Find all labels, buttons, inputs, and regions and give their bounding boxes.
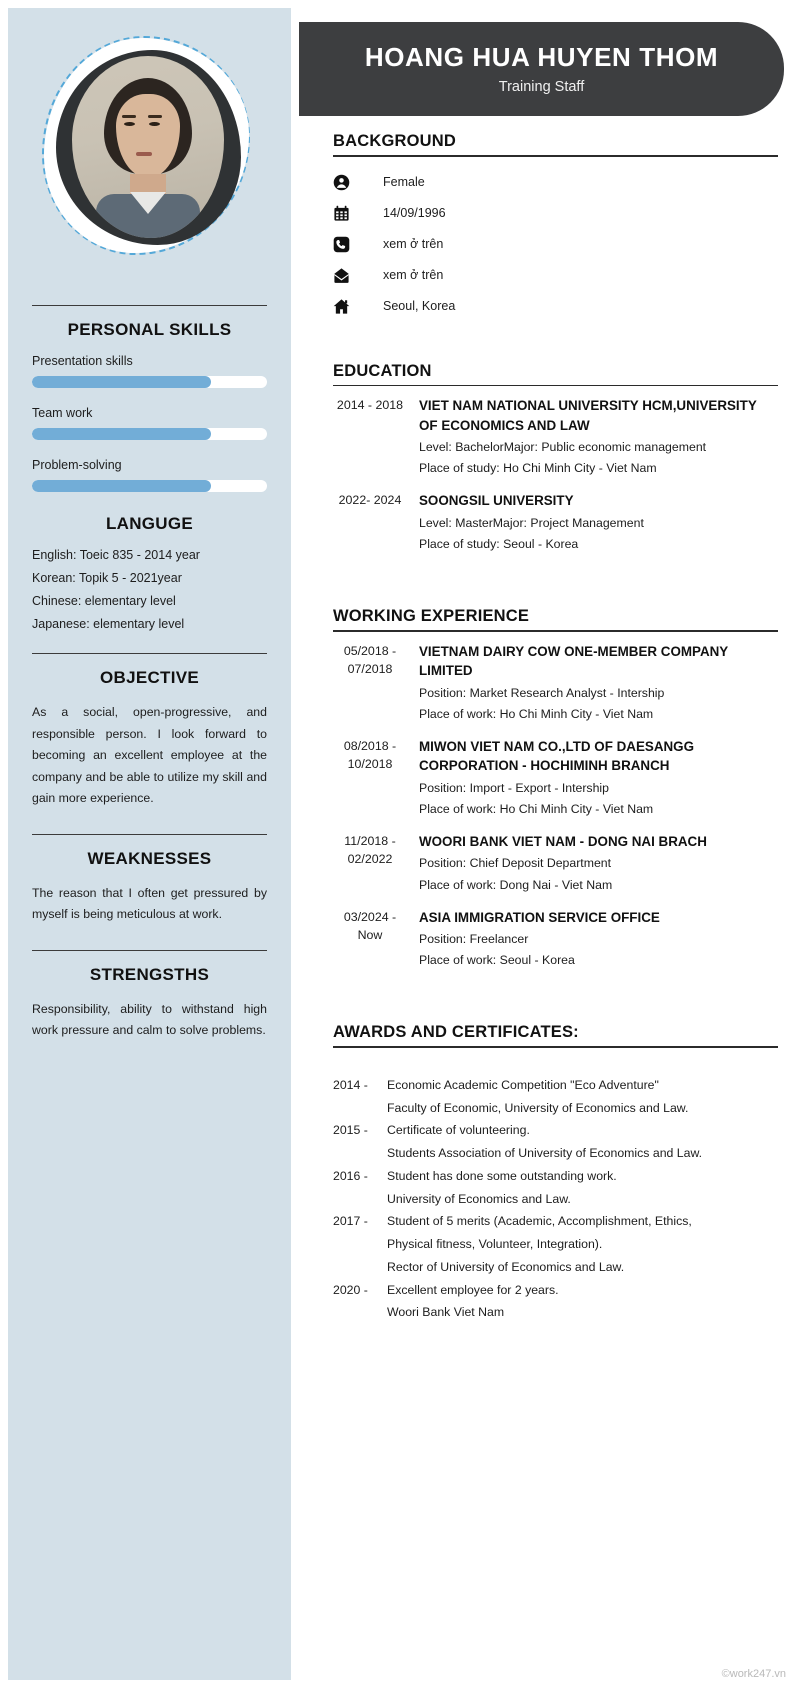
skill-bar-fill	[32, 376, 211, 388]
skill-item	[32, 458, 267, 492]
experience-place: Place of work: Ho Chi Minh City - Viet Nam	[419, 706, 654, 721]
education-level: Level: BachelorMajor: Public economic management	[419, 440, 707, 455]
award-year: 2016 -	[333, 1168, 368, 1183]
award-year: 2020 -	[333, 1282, 368, 1297]
experience-date: 08/2018 - 10/2018	[343, 738, 397, 771]
award-year: 2014 -	[333, 1078, 368, 1092]
experience-body	[407, 832, 778, 896]
education-entry	[333, 396, 778, 479]
portrait-eye-left	[124, 122, 135, 126]
objective-heading: OBJECTIVE	[99, 668, 200, 687]
award-issuer: Rector of University of Economics and Law.	[387, 1259, 625, 1274]
awards-heading: AWARDS AND CERTIFICATES:	[333, 1023, 579, 1042]
award-item	[333, 1210, 778, 1278]
portrait-brow-left	[122, 115, 136, 118]
skill-bar-track	[32, 376, 267, 388]
experience-date: 03/2024 -Now	[343, 909, 397, 942]
award-title: Certificate of volunteering.	[387, 1123, 530, 1138]
background-heading: BACKGROUND	[333, 132, 456, 150]
award-item	[333, 1165, 778, 1210]
experience-body	[407, 737, 778, 820]
award-issuer: University of Economics and Law.	[387, 1191, 571, 1206]
award-title: Student has done some outstanding work.	[387, 1168, 617, 1183]
personal-skills-heading: PERSONAL SKILLS	[67, 320, 232, 339]
award-title: Student of 5 merits (Academic, Accomplishment, Ethics,	[387, 1214, 692, 1229]
strengths-heading: STRENGSTHS	[89, 964, 210, 984]
experience-place: Place of work: Ho Chi Minh City - Viet Nam	[419, 801, 654, 816]
experience-date: 05/2018 - 07/2018	[343, 643, 397, 676]
skill-label: Team work	[32, 406, 93, 420]
skill-bar-fill	[32, 428, 211, 440]
awards-rule	[333, 1046, 778, 1048]
home-icon	[333, 298, 359, 315]
portrait-mouth	[136, 152, 152, 156]
award-issuer: Faculty of Economic, University of Economics and Law.	[387, 1100, 689, 1115]
watermark: ©work247.vn	[721, 1668, 786, 1680]
background-row-email	[333, 260, 778, 291]
education-level: Level: MasterMajor: Project Management	[419, 515, 644, 530]
education-entry	[333, 491, 778, 555]
award-item	[333, 1279, 778, 1324]
divider-objective	[32, 653, 267, 654]
background-rule	[333, 155, 778, 157]
education-place: Place of study: Seoul - Korea	[419, 536, 579, 551]
experience-place: Place of work: Dong Nai - Viet Nam	[419, 877, 613, 892]
award-issuer: Students Association of University of Economics and Law.	[387, 1146, 703, 1161]
education-body	[407, 396, 778, 479]
experience-date: 11/2018 - 02/2022	[344, 833, 396, 866]
objective-text: As a social, open-progressive, and responsible person. I look forward to becoming an excellent employee at the company and be able to utilize my skill and gain more experience.	[32, 705, 267, 806]
portrait-eye-right	[149, 122, 160, 126]
weaknesses-text: The reason that I often get pressured by myself is being meticulous at work.	[32, 885, 267, 922]
phone-icon	[333, 236, 359, 253]
skill-bar-track	[32, 480, 267, 492]
portrait-brow-right	[148, 115, 162, 118]
award-detail: Physical fitness, Volunteer, Integration).	[387, 1237, 603, 1252]
section-experience	[333, 607, 778, 971]
education-school: SOONGSIL UNIVERSITY	[419, 493, 574, 509]
award-year: 2015 -	[333, 1123, 368, 1138]
education-heading: EDUCATION	[333, 361, 432, 380]
experience-company: ASIA IMMIGRATION SERVICE OFFICE	[419, 909, 660, 925]
sidebar	[8, 8, 291, 1680]
skill-label: Presentation skills	[32, 354, 133, 368]
experience-entry	[333, 737, 778, 820]
experience-company: VIETNAM DAIRY COW ONE-MEMBER COMPANY LIMITED	[419, 643, 728, 679]
background-value: Female	[383, 175, 425, 190]
skill-bar-fill	[32, 480, 211, 492]
background-value: xem ở trên	[383, 268, 444, 283]
experience-body	[407, 642, 778, 725]
background-value: Seoul, Korea	[383, 299, 456, 314]
background-row-address	[333, 291, 778, 322]
page-title: HOANG HUA HUYEN THOM	[364, 42, 719, 73]
envelope-icon	[333, 267, 359, 284]
experience-position: Position: Import - Export - Intership	[419, 780, 609, 795]
experience-position: Position: Freelancer	[419, 932, 529, 947]
skill-item	[32, 354, 267, 388]
award-item	[333, 1119, 778, 1164]
avatar-portrait	[96, 78, 200, 238]
award-title: Excellent employee for 2 years.	[387, 1282, 559, 1297]
background-value: 14/09/1996	[383, 206, 446, 221]
background-value: xem ở trên	[383, 237, 444, 252]
strengths-text: Responsibility, ability to withstand high work pressure and calm to solve problems.	[32, 1001, 267, 1038]
main-content	[291, 8, 792, 1680]
background-row-phone	[333, 229, 778, 260]
avatar	[32, 24, 267, 279]
divider-skills	[32, 305, 267, 306]
background-row-gender	[333, 167, 778, 198]
skill-bar-track	[32, 428, 267, 440]
experience-rule	[333, 630, 778, 632]
education-place: Place of study: Ho Chi Minh City - Viet Nam	[419, 461, 657, 476]
skill-label: Problem-solving	[32, 458, 122, 472]
skill-item	[32, 406, 267, 440]
section-education	[333, 362, 778, 555]
experience-entry	[333, 642, 778, 725]
calendar-icon	[333, 205, 359, 222]
section-background	[333, 132, 778, 322]
experience-position: Position: Market Research Analyst - Intership	[419, 685, 665, 700]
education-date: 2014 - 2018	[336, 398, 404, 413]
experience-place: Place of work: Seoul - Korea	[419, 953, 575, 968]
award-title: Economic Academic Competition "Eco Adventure"	[387, 1078, 659, 1092]
weaknesses-heading: WEAKNESSES	[87, 848, 212, 868]
background-row-birthdate	[333, 198, 778, 229]
experience-company: MIWON VIET NAM CO.,LTD OF DAESANGG CORPORATION - HOCHIMINH BRANCH	[419, 738, 694, 774]
language-item: Chinese: elementary level	[32, 594, 176, 608]
experience-entry	[333, 832, 778, 896]
experience-entry	[333, 908, 778, 972]
language-heading: LANGUGE	[105, 514, 194, 533]
experience-heading: WORKING EXPERIENCE	[333, 607, 530, 626]
award-item	[333, 1074, 778, 1119]
language-item: Japanese: elementary level	[32, 617, 185, 631]
person-icon	[333, 174, 359, 191]
experience-company: WOORI BANK VIET NAM - DONG NAI BRACH	[419, 833, 707, 849]
divider-strengths	[32, 950, 267, 951]
name-banner	[299, 22, 784, 116]
education-rule	[333, 385, 778, 387]
education-school: VIET NAM NATIONAL UNIVERSITY HCM,UNIVERSITY OF ECONOMICS AND LAW	[419, 398, 757, 433]
award-year: 2017 -	[333, 1214, 368, 1229]
language-item: English: Toeic 835 - 2014 year	[32, 548, 200, 562]
experience-position: Position: Chief Deposit Department	[419, 856, 612, 871]
section-awards	[333, 1023, 778, 1324]
language-item: Korean: Topik 5 - 2021year	[32, 571, 182, 585]
experience-body	[407, 908, 778, 972]
divider-weaknesses	[32, 834, 267, 835]
education-body	[407, 491, 778, 555]
award-issuer: Woori Bank Viet Nam	[387, 1305, 505, 1320]
education-date: 2022- 2024	[338, 493, 402, 508]
job-role: Training Staff	[498, 78, 585, 95]
